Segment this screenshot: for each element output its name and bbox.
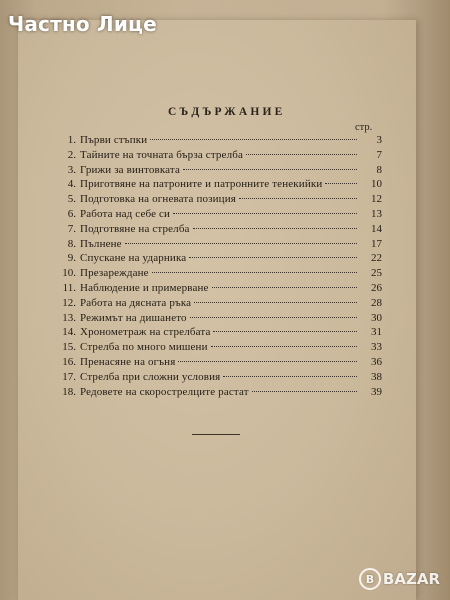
- toc-entry-title: Пренасяне на огъня: [80, 355, 176, 368]
- toc-entry-title: Стрелба по много мишени: [80, 341, 208, 354]
- toc-entry-number: 2.: [67, 148, 76, 161]
- toc-entry: [62, 193, 382, 208]
- toc-entry-title: Грижи за винтовката: [80, 163, 181, 176]
- next-page-edge: [416, 0, 450, 600]
- toc-entry-page: 3: [376, 134, 382, 146]
- toc-entry-number: 9.: [67, 252, 76, 265]
- toc-entry-number: 13.: [62, 311, 76, 324]
- toc-entry-page: 10: [371, 178, 382, 191]
- toc-leader-dots: [173, 213, 357, 214]
- toc-entry: [62, 282, 382, 297]
- toc-entry-page: 17: [371, 237, 382, 250]
- toc-entry-title: Работа на дясната ръка: [80, 296, 192, 309]
- toc-leader-dots: [183, 169, 357, 170]
- toc-entry-title: Пълнене: [80, 237, 122, 250]
- toc-entry-number: 6.: [67, 207, 76, 220]
- seller-watermark: Частно Лице: [8, 12, 157, 36]
- toc-entry-page: 26: [371, 281, 382, 294]
- toc-entry: [62, 134, 382, 149]
- toc-entry-number: 4.: [67, 178, 76, 191]
- toc-entry-title: Редовете на скорострелците растат: [80, 385, 249, 398]
- toc-leader-dots: [325, 183, 357, 184]
- toc-entry: [62, 267, 382, 282]
- toc-entry: [62, 297, 382, 312]
- toc-entry-page: 36: [371, 355, 382, 368]
- toc-entry-page: 38: [371, 370, 382, 383]
- toc-entry-page: 12: [371, 193, 382, 206]
- toc-entry-title: Хронометраж на стрелбата: [80, 326, 211, 339]
- toc-entry: [62, 223, 382, 238]
- toc-entry-title: Работа над себе си: [80, 207, 171, 220]
- toc-leader-dots: [193, 228, 357, 229]
- toc-entry: [62, 178, 382, 193]
- toc-leader-dots: [252, 391, 357, 392]
- toc-leader-dots: [212, 287, 357, 288]
- toc-leader-dots: [246, 154, 357, 155]
- toc-entry-page: 14: [371, 222, 382, 235]
- toc-title: СЪДЪРЖАНИЕ: [168, 106, 286, 118]
- toc-entry-page: 28: [371, 296, 382, 309]
- page-column-header: стр.: [355, 122, 373, 133]
- toc-entry-page: 22: [371, 252, 382, 265]
- toc-entry-title: Подготвяне на стрелба: [80, 222, 190, 235]
- toc-entry: [62, 164, 382, 179]
- toc-entry: [62, 208, 382, 223]
- toc-leader-dots: [178, 361, 357, 362]
- toc-leader-dots: [213, 331, 357, 332]
- toc-entry-title: Наблюдение и примерване: [80, 281, 209, 294]
- toc-entry-title: Приготвяне на патроните и патронните тенекийки: [80, 178, 323, 191]
- toc-entry-page: 30: [371, 311, 382, 324]
- toc-leader-dots: [194, 302, 357, 303]
- toc-entry: [62, 149, 382, 164]
- toc-leader-dots: [125, 243, 357, 244]
- toc-leader-dots: [211, 346, 357, 347]
- toc-entry-number: 14.: [62, 326, 76, 339]
- toc-entry-page: 25: [371, 267, 382, 280]
- toc-leader-dots: [190, 317, 357, 318]
- toc-entry-number: 17.: [62, 370, 76, 383]
- toc-entry: [62, 371, 382, 386]
- toc-entry-page: 13: [371, 207, 382, 220]
- toc-entry-number: 11.: [62, 281, 76, 294]
- toc-leader-dots: [239, 198, 357, 199]
- toc-entry-number: 18.: [62, 385, 76, 398]
- toc-leader-dots: [189, 257, 357, 258]
- toc-leader-dots: [152, 272, 357, 273]
- toc-leader-dots: [150, 139, 357, 140]
- toc-entry-number: 8.: [67, 237, 76, 250]
- toc-entry-page: 33: [371, 341, 382, 354]
- toc-entry: [62, 326, 382, 341]
- toc-entry-title: Стрелба при сложни условия: [80, 370, 221, 383]
- toc-entry-number: 16.: [62, 355, 76, 368]
- bazar-logo: [359, 568, 440, 590]
- toc-entry-number: 3.: [67, 163, 76, 176]
- toc-entry-page: 39: [371, 385, 382, 398]
- toc-entry-number: 5.: [67, 193, 76, 206]
- bazar-logo-text: BAZAR: [382, 570, 440, 588]
- toc-entry-number: 7.: [67, 222, 76, 235]
- table-of-contents: [62, 134, 382, 400]
- toc-entry: [62, 341, 382, 356]
- toc-entry-page: 8: [376, 163, 382, 176]
- toc-entry-number: 12.: [62, 296, 76, 309]
- toc-entry-title: Спускане на ударника: [80, 252, 187, 265]
- toc-entry-number: 10.: [62, 267, 76, 280]
- toc-entry: [62, 312, 382, 327]
- toc-entry-title: Тайните на точната бърза стрелба: [80, 148, 244, 161]
- toc-entry-title: Подготовка на огневата позиция: [80, 193, 236, 206]
- toc-entry-title: Първи стъпки: [80, 134, 148, 146]
- toc-entry: [62, 252, 382, 267]
- toc-entry: [62, 356, 382, 371]
- toc-entry: [62, 386, 382, 401]
- toc-leader-dots: [223, 376, 357, 377]
- toc-entry-page: 7: [376, 148, 382, 161]
- toc-entry-title: Режимът на дишането: [80, 311, 187, 324]
- toc-entry-number: 1.: [67, 134, 76, 146]
- bazar-logo-icon: B: [359, 568, 381, 590]
- toc-entry-title: Презареждане: [80, 267, 149, 280]
- divider-rule: [192, 434, 240, 435]
- toc-entry: [62, 238, 382, 253]
- toc-entry-number: 15.: [62, 341, 76, 354]
- toc-entry-page: 31: [371, 326, 382, 339]
